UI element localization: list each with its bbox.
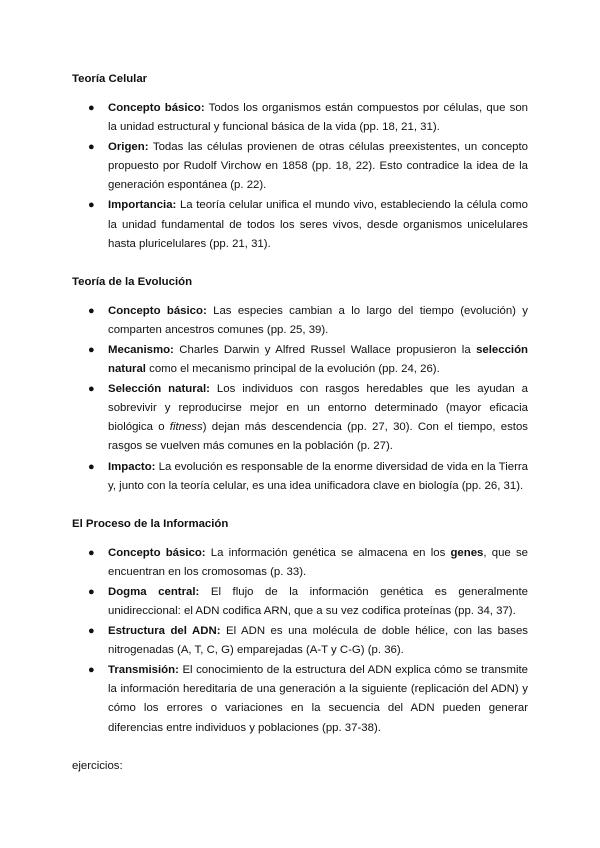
bullet-text: Todas las células provienen de otras células preexistentes, un concepto propuesto por Rudolf Virchow en 1858 (pp. 18, 22). Esto contradice la idea de la generación espontánea (p. 22). — [108, 141, 528, 192]
bullet-label: Origen: — [108, 141, 149, 154]
bullet-icon: ● — [88, 343, 95, 356]
bullet-text: , que se encuentran en los cromosomas (p. 33). — [108, 546, 528, 578]
bullet-icon: ● — [88, 199, 95, 212]
bullet-icon: ● — [88, 102, 95, 114]
bullet-icon: ● — [88, 460, 95, 473]
section-proceso-informacion — [72, 515, 528, 738]
section-title: Teoría Celular — [72, 73, 148, 85]
bullet-icon: ● — [88, 585, 95, 598]
bullet-text: Las especies cambian a lo largo del tiempo (evolución) y comparten ancestros comunes (pp. 25, 39). — [108, 304, 528, 336]
bullet-label: Importancia: — [108, 199, 177, 212]
bullet-text: Charles Darwin y Alfred Russel Wallace propusieron la — [173, 343, 477, 356]
list-item — [72, 583, 528, 621]
bullet-label: Estructura del ADN: — [108, 625, 221, 638]
bullet-label: Mecanismo: — [108, 343, 174, 356]
bullet-icon: ● — [88, 625, 95, 638]
bullet-list — [72, 544, 528, 738]
list-item — [72, 196, 528, 253]
list-item — [72, 458, 528, 496]
bullet-italic: fitness — [169, 421, 203, 434]
section-teoria-celular — [72, 70, 528, 254]
bullet-icon: ● — [88, 141, 95, 154]
bullet-list — [72, 99, 528, 254]
list-item — [72, 302, 528, 340]
bullet-icon: ● — [88, 546, 95, 559]
bullet-text: La teoría celular unifica el mundo vivo, estableciendo la célula como la unidad fundamental de todos los seres vivos, desde organismos unicelulares hasta pluricelulares (pp. 21, 31). — [108, 199, 528, 250]
bullet-text: Todos los organismos están compuestos por células, que son la unidad estructural y funcional básica de la vida (pp. 18, 21, 31). — [108, 102, 528, 134]
bullet-label: Transmisión: — [108, 664, 179, 677]
bullet-text: La evolución es responsable de la enorme diversidad de vida en la Tierra y, junto con la teoría celular, es una idea unificadora clave en biología (pp. 26, 31). — [108, 460, 528, 492]
section-title: Teoría de la Evolución — [72, 275, 193, 288]
closing-text: ejercicios: — [72, 759, 123, 772]
bullet-icon: ● — [88, 664, 95, 677]
bullet-emphasis: selección natural — [108, 343, 528, 376]
list-item — [72, 380, 528, 456]
bullet-label: Concepto básico: — [108, 304, 207, 317]
bullet-text: El ADN es una molécula de doble hélice, con las bases nitrogenadas (A, T, C, G) emparejadas (A-T y C-G) (p. 36). — [108, 625, 528, 657]
section-title: El Proceso de la Información — [72, 517, 229, 530]
bullet-text: Los individuos con rasgos heredables que les ayudan a sobrevivir y reproducirse mejor en un entorno determinado (mayor eficacia biológica o — [108, 383, 528, 434]
bullet-icon: ● — [88, 383, 95, 396]
bullet-text: como el mecanismo principal de la evolución (pp. 24, 26). — [145, 363, 440, 376]
list-item — [72, 544, 528, 582]
bullet-icon: ● — [88, 304, 95, 317]
bullet-text: ) dejan más descendencia (pp. 27, 30). Con el tiempo, estos rasgos se vuelven más comunes en la población (p. 27). — [108, 421, 528, 453]
bullet-text: El conocimiento de la estructura del ADN explica cómo se transmite la información hereditaria de una generación a la siguiente (replicación del ADN) y cómo los errores o variaciones en la secuencia del ADN pueden generar diferencias entre individuos y poblaciones (pp. 37-38). — [108, 664, 528, 734]
bullet-label: Concepto básico: — [108, 102, 205, 114]
bullet-list — [72, 302, 528, 496]
bullet-label: Concepto básico: — [108, 546, 206, 559]
list-item — [72, 622, 528, 660]
list-item — [72, 138, 528, 195]
list-item — [72, 99, 528, 137]
bullet-label: Impacto: — [108, 460, 156, 473]
bullet-text: La información genética se almacena en los — [205, 546, 451, 559]
bullet-text: El flujo de la información genética es generalmente unidireccional: el ADN codifica ARN, que a su vez codifica proteínas (pp. 34, 37). — [108, 585, 528, 617]
bullet-label: Selección natural: — [108, 383, 210, 396]
list-item — [72, 661, 528, 737]
bullet-emphasis: genes — [450, 546, 484, 559]
section-teoria-evolucion — [72, 273, 528, 496]
list-item — [72, 341, 528, 379]
bullet-label: Dogma central: — [108, 585, 200, 598]
